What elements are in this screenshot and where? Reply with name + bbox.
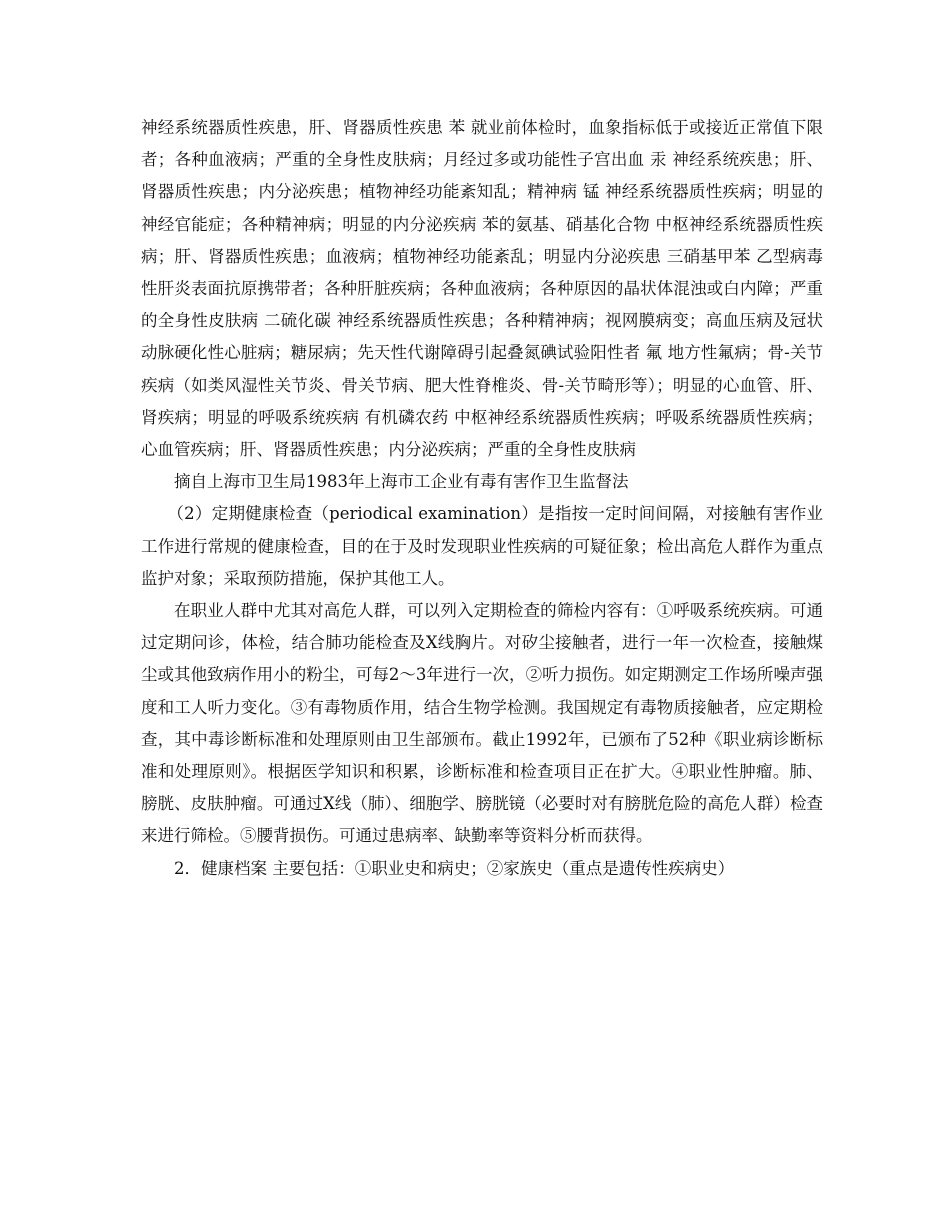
periodical-exam-paragraph: （2）定期健康检查（periodical examination）是指按一定时间间隔，对接触有害作业工作进行常规的健康检查，目的在于及时发现职业性疾病的可疑征象；检出高危人群作为重点监护对象；采取预防措施，保护其他工人。: [141, 504, 823, 588]
health-record-paragraph: 2．健康档案 主要包括：①职业史和病史；②家族史（重点是遗传性疾病史）: [174, 858, 735, 878]
table-continuation-text: 神经系统器质性疾患，肝、肾器质性疾患 苯 就业前体检时，血象指标低于或接近正常值下限者；各种血液病；严重的全身性皮肤病；月经过多或功能性子宫出血 汞 神经系统疾患；肝、肾器质性疾患；内分泌疾患；植物神经功能紊知乱；精神病 锰 神经系统器质性疾病；明显的神经官能症；各种精神病；明显的内分泌疾病 苯的氨基、硝基化合物 中枢神经系统器质性疾病；肝、肾器质性疾患；血液病；植物神经功能紊乱；明显内分泌疾患 三硝基甲苯 乙型病毒性肝炎表面抗原携带者；各种肝脏疾病；各种血液病；各种原因的晶状体混浊或白内障；严重的全身性皮肤病 二硫化碳 神经系统器质性疾患；各种精神病；视网膜病变；高血压病及冠状动脉硬化性心脏病；糖尿病；先天性代谢障碍引起叠氮碘试验阳性者 氟 地方性氟病；骨-关节疾病（如类风湿性关节炎、骨关节病、肥大性脊椎炎、骨-关节畸形等）；明显的心血管、肝、肾疾病；明显的呼吸系统疾病 有机磷农药 中枢神经系统器质性疾病；呼吸系统器质性疾病；心血管疾病；肝、肾器质性疾患；内分泌疾病；严重的全身性皮肤病: [141, 118, 823, 460]
source-note: 摘自上海市卫生局1983年上海市工企业有毒有害作卫生监督法: [174, 472, 629, 492]
document-page: [141, 112, 823, 885]
screening-content-paragraph: 在职业人群中尤其对高危人群，可以列入定期检查的筛检内容有：①呼吸系统疾病。可通过定期问诊，体检，结合肺功能检查及X线胸片。对矽尘接触者，进行一年一次检查，接触煤尘或其他致病作用小的粉尘，可每2～3年进行一次，②听力损伤。如定期测定工作场所噪声强度和工人听力变化。③有毒物质作用，结合生物学检测。我国规定有毒物质接触者，应定期检查，其中毒诊断标准和处理原则由卫生部颁布。截止1992年，已颁布了52种《职业病诊断标准和处理原则》。根据医学知识和积累，诊断标准和检查项目正在扩大。④职业性肿瘤。肺、膀胱、皮肤肿瘤。可通过X线（肺）、细胞学、膀胱镜（必要时对有膀胱危险的高危人群）检查来进行筛检。⑤腰背损伤。可通过患病率、缺勤率等资料分析而获得。: [141, 601, 823, 846]
